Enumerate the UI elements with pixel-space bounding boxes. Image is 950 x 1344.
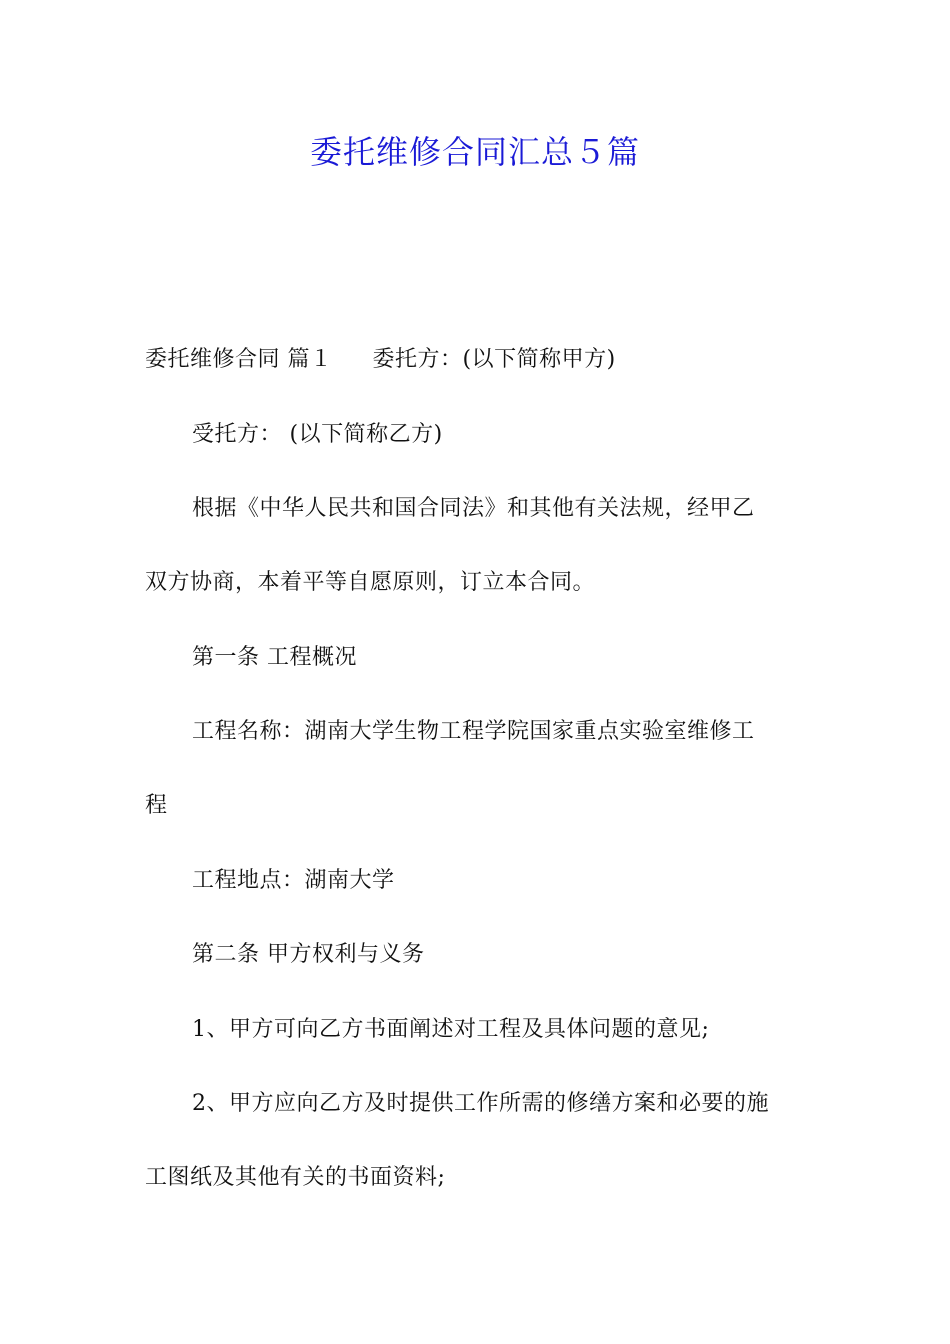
document-title: 委托维修合同汇总５篇 bbox=[309, 133, 640, 171]
list-item: 2、甲方应向乙方及时提供工作所需的修缮方案和必要的施 bbox=[192, 1091, 769, 1116]
article-heading: 第一条 工程概况 bbox=[192, 645, 357, 670]
paragraph-line bbox=[145, 344, 815, 376]
paragraph-line: 工图纸及其他有关的书面资料; bbox=[145, 1165, 446, 1190]
paragraph-line: 双方协商，本着平等自愿原则，订立本合同。 bbox=[145, 570, 596, 595]
paragraph-line: 工程名称：湖南大学生物工程学院国家重点实验室维修工 bbox=[192, 719, 755, 744]
section-heading: 委托维修合同 篇１ bbox=[145, 347, 333, 372]
paragraph-line: 程 bbox=[145, 793, 168, 818]
paragraph-line: 工程地点：湖南大学 bbox=[192, 868, 395, 893]
list-item: 1、甲方可向乙方书面阐述对工程及具体问题的意见; bbox=[192, 1017, 710, 1042]
contractor-party-label: 受托方： (以下简称乙方) bbox=[192, 422, 443, 447]
paragraph-line: 根据《中华人民共和国合同法》和其他有关法规，经甲乙 bbox=[192, 496, 755, 521]
article-heading: 第二条 甲方权利与义务 bbox=[192, 942, 425, 967]
client-party-label: 委托方：(以下简称甲方) bbox=[372, 347, 616, 372]
